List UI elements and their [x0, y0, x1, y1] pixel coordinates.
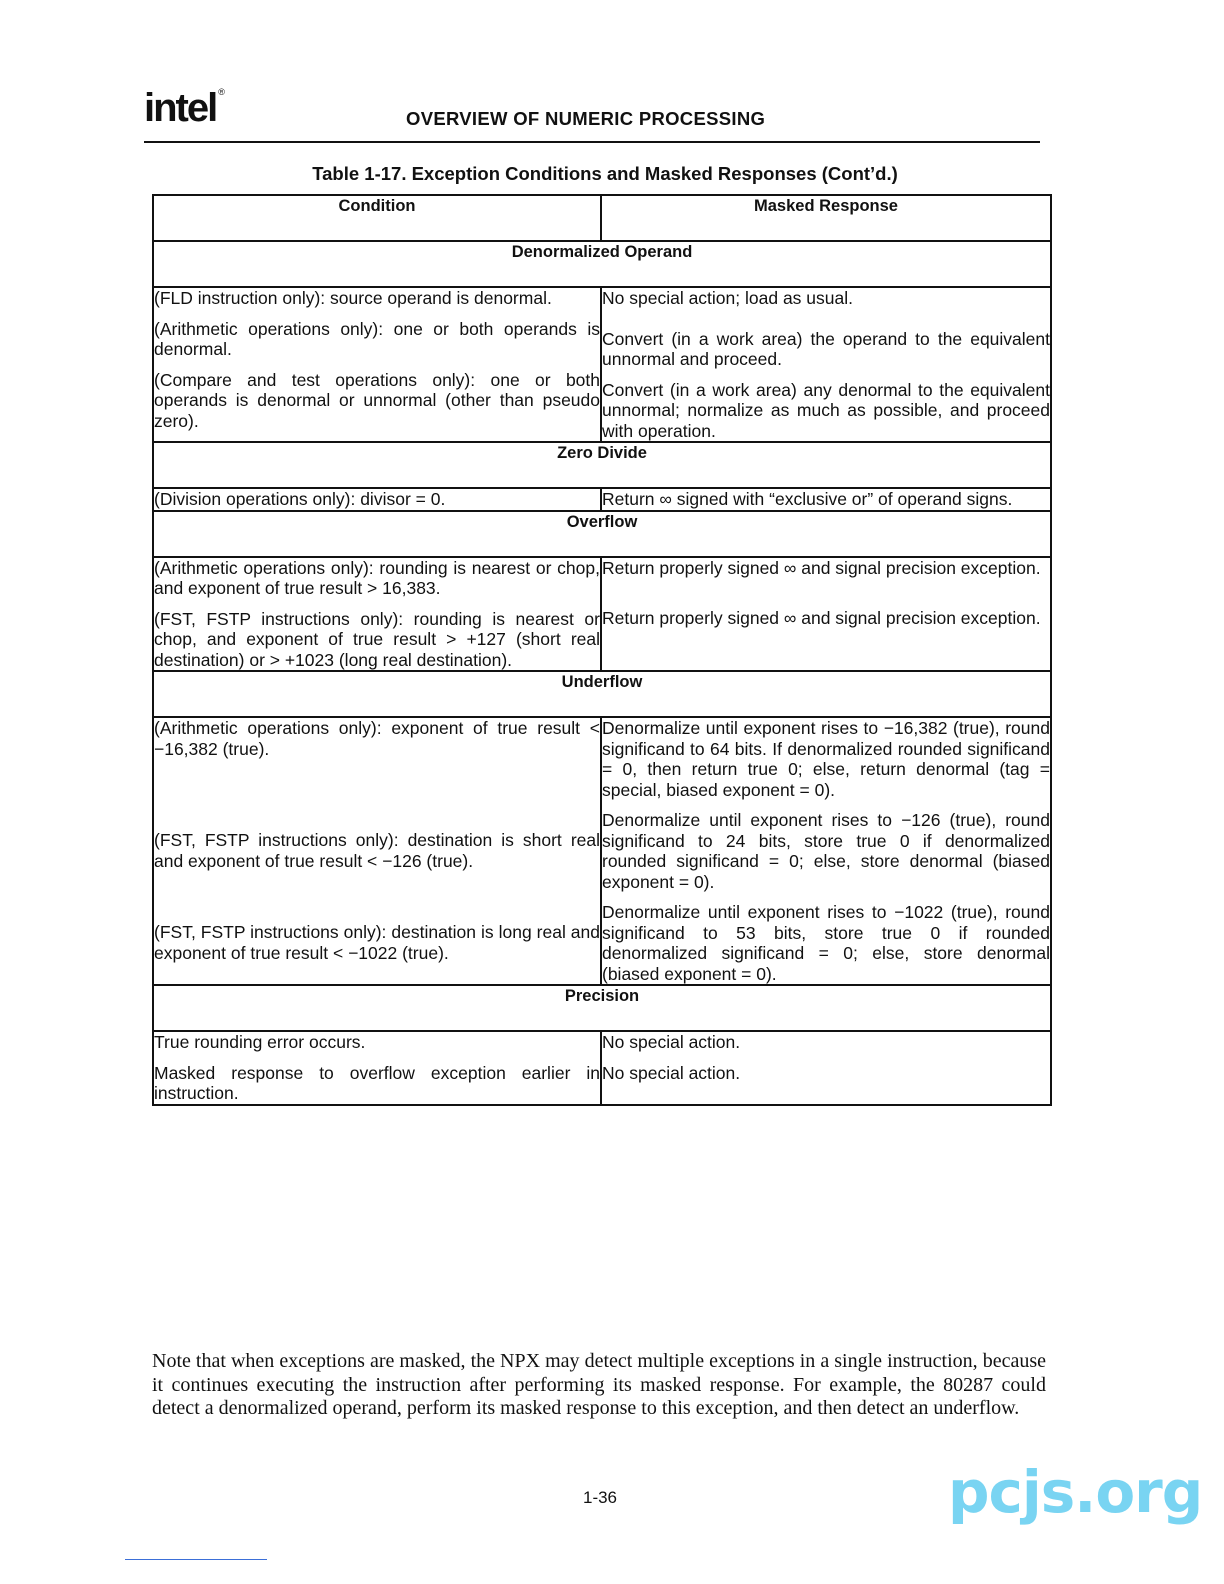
condition-cell	[153, 287, 601, 442]
response-text: Denormalize until exponent rises to −1022 (true), round significand to 53 bits, store true 0 if rounded denormalized significand = 0; else, store denormal (biased exponent = 0).	[602, 902, 1050, 984]
condition-cell	[153, 717, 601, 985]
response-text: Denormalize until exponent rises to −16,382 (true), round significand to 64 bits. If denormalized rounded significand = 0, then return true 0; else, return denormal (tag = special, biased exponent = 0).	[602, 718, 1050, 800]
condition-text: (Division operations only): divisor = 0.	[154, 489, 446, 509]
response-text: Return properly signed ∞ and signal precision exception.	[602, 557, 1041, 578]
exception-table	[152, 194, 1052, 1106]
pcjs-watermark: pcjs.org	[948, 1458, 1203, 1526]
condition-text: (FST, FSTP instructions only): destination is long real and exponent of true result < −1022 (true).	[154, 922, 600, 963]
table-caption: Table 1-17. Exception Conditions and Masked Responses (Cont’d.)	[312, 163, 898, 184]
section-title-zero-divide: Zero Divide	[153, 442, 1051, 488]
registered-mark: ®	[218, 87, 223, 97]
section-title-overflow: Overflow	[153, 511, 1051, 557]
condition-text: (Arithmetic operations only): one or both operands is denormal.	[154, 318, 600, 359]
section-title-denormalized-operand: Denormalized Operand	[153, 241, 1051, 287]
response-cell	[601, 717, 1051, 985]
response-text: Convert (in a work area) any denormal to the equivalent unnormal; normalize as much as possible, and proceed with operation.	[602, 379, 1050, 441]
body-paragraph: Note that when exceptions are masked, the NPX may detect multiple exceptions in a single instruction, because it continues executing the instruction after performing its masked response. For example, the 80287 could detect a denormalized operand, perform its masked response to this exception, and then detect an underflow.	[152, 1350, 1046, 1419]
section-row	[153, 511, 1051, 557]
response-text: No special action; load as usual.	[602, 288, 853, 308]
response-text: Return ∞ signed with “exclusive or” of operand signs.	[602, 489, 1013, 509]
response-text: No special action.	[602, 1062, 741, 1083]
response-cell	[601, 488, 1051, 511]
table-row	[153, 488, 1051, 511]
condition-cell	[153, 488, 601, 511]
footer-blue-rule	[125, 1559, 267, 1560]
page-number: 1-36	[582, 1488, 618, 1507]
condition-text: (FST, FSTP instructions only): destination is short real and exponent of true result < −126 (true).	[154, 830, 600, 871]
response-cell	[601, 287, 1051, 442]
table-header-row	[153, 195, 1051, 241]
column-header-masked-response: Masked Response	[601, 195, 1051, 241]
section-row	[153, 241, 1051, 287]
condition-cell	[153, 1031, 601, 1105]
response-text: No special action.	[602, 1032, 741, 1052]
section-title-precision: Precision	[153, 985, 1051, 1031]
condition-text: (FLD instruction only): source operand is denormal.	[154, 288, 552, 308]
header-rule	[144, 141, 1040, 143]
response-text: Convert (in a work area) the operand to the equivalent unnormal and proceed.	[602, 328, 1050, 369]
condition-cell	[153, 557, 601, 672]
condition-text: (Compare and test operations only): one or both operands is denormal or unnormal (other than pseudo zero).	[154, 369, 600, 431]
condition-text: (Arithmetic operations only): exponent of true result < −16,382 (true).	[154, 718, 600, 759]
section-title-underflow: Underflow	[153, 671, 1051, 717]
condition-text: (Arithmetic operations only): rounding is nearest or chop, and exponent of true result > 16,383.	[154, 557, 600, 598]
condition-text: (FST, FSTP instructions only): rounding is nearest or chop, and exponent of true result > +127 (short real destination) or > +1023 (long real destination).	[154, 608, 600, 670]
column-header-condition: Condition	[153, 195, 601, 241]
table-row	[153, 557, 1051, 672]
section-row	[153, 671, 1051, 717]
response-cell	[601, 557, 1051, 672]
page-header-title: OVERVIEW OF NUMERIC PROCESSING	[406, 108, 766, 129]
response-text: Denormalize until exponent rises to −126 (true), round significand to 24 bits, store true 0 if denormalized rounded significand = 0; else, store denormal (biased exponent = 0).	[602, 810, 1050, 892]
section-row	[153, 985, 1051, 1031]
condition-text: Masked response to overflow exception earlier in instruction.	[154, 1062, 600, 1103]
table-row	[153, 717, 1051, 985]
table-row	[153, 287, 1051, 442]
response-text: Return properly signed ∞ and signal precision exception.	[602, 608, 1041, 628]
response-cell	[601, 1031, 1051, 1105]
condition-text: True rounding error occurs.	[154, 1032, 366, 1052]
intel-logo: intel ®	[144, 86, 223, 130]
table-row	[153, 1031, 1051, 1105]
section-row	[153, 442, 1051, 488]
